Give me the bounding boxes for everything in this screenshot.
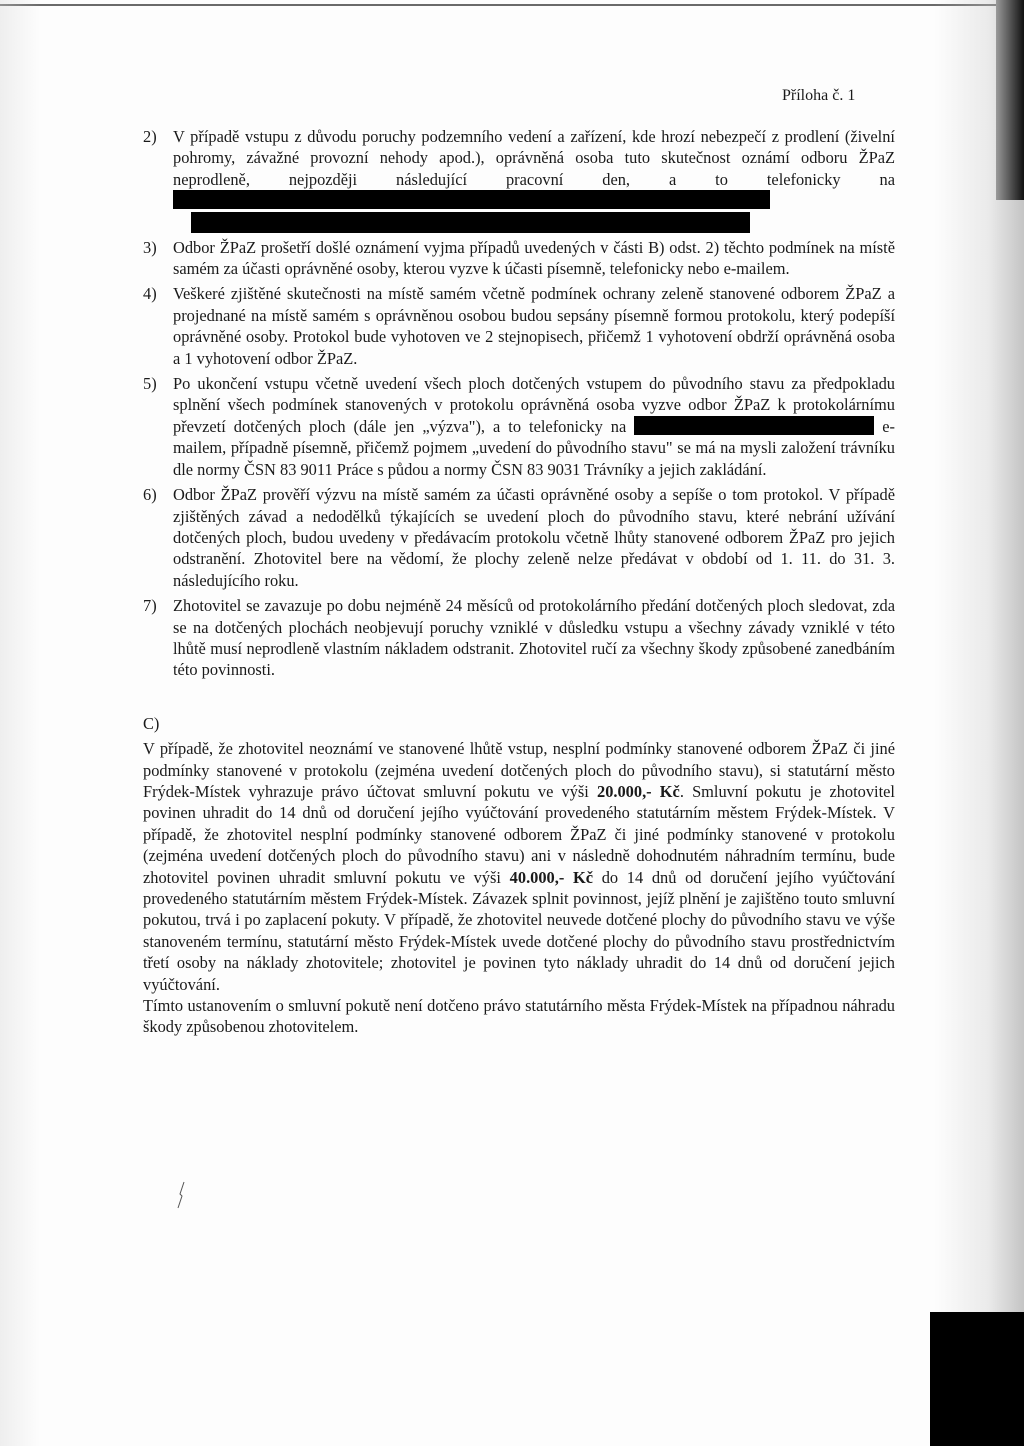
scan-edge-right [934, 0, 1024, 1446]
redaction-corner [930, 1312, 1024, 1446]
item-text: Odbor ŽPaZ prověří výzvu na místě samém za účasti oprávněné osoby a sepíše o tom protokol. V případě zjištěných závad a nedodělků týkajících se uvedení ploch do původního stavu, které nebrání užívání dotčených ploch, budou uvedeny v předávacím protokolu včetně lhůty stanovené odborem ŽPaZ pro jejich odstranění. Zhotovitel bere na vědomí, že plochy zeleně nelze předávat v období od 1. 11. do 31. 3. následujícího roku. [173, 485, 895, 590]
item-text: Zhotovitel se zavazuje po dobu nejméně 24 měsíců od protokolárního předání dotčených ploch sledovat, zda se na dotčených plochách neobjevují poruchy vzniklé v důsledku vstupu a všechny závady vzniklé v této lhůtě musí neprodleně vlastním nákladem odstranit. Zhotovitel ručí za všechny škody způsobené zanedbáním této povinnosti. [173, 596, 895, 680]
item-text: Veškeré zjištěné skutečnosti na místě samém včetně podmínek ochrany zeleně stanovené odborem ŽPaZ a projednané na místě samém s oprávněnou osobou budou sepsány písemně formou protokolu, který podepíší oprávněné osoby. Protokol bude vyhotoven ve 2 stejnopisech, přičemž 1 vyhotovení obdrží oprávněná osoba a 1 vyhotovení odbor ŽPaZ. [173, 284, 895, 368]
section-c-paragraph-2: Tímto ustanovením o smluvní pokutě není dotčeno právo statutárního města Frýdek-Místek na případnou náhradu škody způsobenou zhotovitelem. [143, 996, 895, 1037]
scan-edge-left [0, 0, 40, 1446]
item-number: 7) [143, 596, 157, 616]
item-number: 2) [143, 127, 157, 146]
item-number: 5) [143, 374, 157, 394]
para-text: do 14 dnů od doručení jejího vyúčtování provedeného statutárním městem Frýdek-Místek. Závazek splnit povinnost, jejíž plnění je zajištěno touto smluvní pokutou, trvá i po zaplacení pokuty. V případě, že zhotovitel neuvede dotčené plochy do původního stavu ve výše stanoveném termínu, statutární město Frýdek-Místek uvede dotčené plochy do původního stavu prostřednictvím třetí osoby na náklady zhotovitele; zhotovitel je povinen tyto náklady uhradit do 14 dnů od doručení jejich vyúčtování. [143, 867, 896, 994]
list-item-7 [143, 595, 895, 681]
list-item-5 [143, 373, 895, 480]
scan-corner-shadow [996, 0, 1024, 200]
redaction-block [191, 212, 750, 233]
list-item-2 [143, 126, 895, 233]
list-item-6 [143, 484, 895, 591]
item-number: 6) [143, 485, 157, 505]
list-item-3 [143, 237, 895, 280]
para-text: . Smluvní pokutu je zhotovitel povinen uhradit do 14 dnů od doručení jejího vyúčtování provedeného statutárním městem Frýdek-Místek. V případě, že zhotovitel nesplní podmínky stanovené odborem ŽPaZ či jiné podmínky stanovené v protokolu (zejména uvedení dotčených ploch do původního stavu) ani v následně dohodnutém náhradním termínu, bude zhotovitel povinen uhradit smluvní pokutu ve výši [143, 781, 895, 887]
penalty-amount-1: 20.000,- Kč [597, 781, 680, 801]
section-title: C) [143, 713, 160, 733]
scan-top-rule [0, 4, 1024, 6]
pen-mark [170, 1180, 190, 1210]
item-text: Po ukončení vstupu včetně uvedení všech ploch dotčených vstupem do původního stavu za předpokladu splnění všech podmínek stanovených v protokolu oprávněná osoba vyzve odbor ŽPaZ k protokolárnímu převzetí dotčených ploch (dále jen „výzva"), a to telefonicky na [173, 374, 895, 436]
redaction-block [634, 416, 874, 435]
item-text: Odbor ŽPaZ prošetří došlé oznámení vyjma případů uvedených v části B) odst. 2) těchto podmínek na místě samém za účasti oprávněné osoby, kterou vyzve k účasti písemně, telefonicky nebo e-mailem. [173, 237, 895, 279]
penalty-amount-2: 40.000,- Kč [509, 867, 594, 887]
item-text-continued: e-mailem, případně písemně, přičemž pojmem „uvedení do původního stavu" se má na mysli založení trávníku dle normy ČSN 83 9011 Práce s půdou a normy ČSN 83 9031 Trávníky a jejich zakládání. [173, 416, 895, 479]
section-c-paragraph-1 [143, 738, 895, 995]
item-number: 3) [143, 237, 157, 257]
item-number: 4) [143, 284, 157, 304]
item-text: V případě vstupu z důvodu poruchy podzemního vedení a zařízení, kde hrozí nebezpečí z prodlení (živelní pohromy, závažné provozní nehody apod.), oprávněná osoba tuto skutečnost oznámí odboru ŽPaZ neprodleně, nejpozději následující pracovní den, a to telefonicky na [173, 127, 895, 189]
annex-label: Příloha č. 1 [782, 87, 856, 104]
document-body [143, 126, 895, 1038]
list-item-4 [143, 283, 895, 369]
redaction-block [173, 190, 770, 209]
para-text: V případě, že zhotovitel neoznámí ve stanovené lhůtě vstup, nesplní podmínky stanovené odborem ŽPaZ či jiné podmínky stanovené v protokolu (zejména uvedení dotčených ploch do původního stavu), si statutární město Frýdek-Místek vyhrazuje právo účtovat smluvní pokutu ve výši [143, 739, 895, 801]
